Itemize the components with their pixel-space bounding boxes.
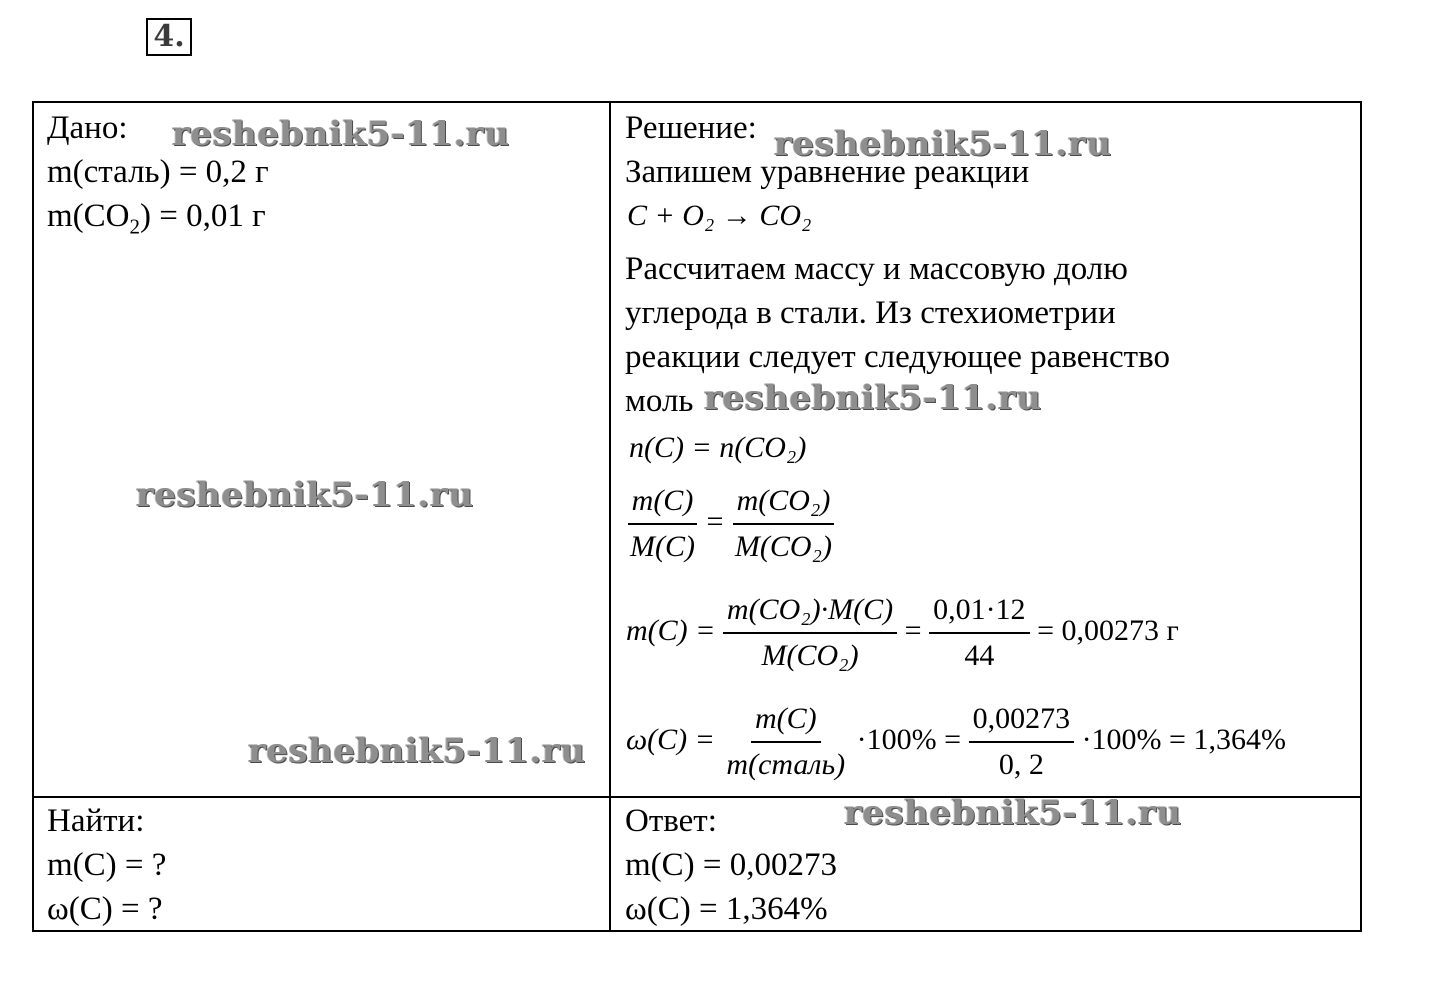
watermark-logo: reshebnik5-11.ru bbox=[704, 378, 1042, 418]
watermark-logo: reshebnik5-11.ru bbox=[248, 731, 586, 771]
find-carbon-fraction: ω(C) = ? bbox=[47, 891, 163, 927]
reaction-equation: C + O₂ → CO₂ bbox=[627, 199, 812, 232]
mass-fraction-equation: ω(C) = $\frac{m(C)}{\text{m(сталь)}}$ ·100% = $\frac{0,00273}{0, 2}$ ·100% = 1,364% bbox=[626, 697, 1286, 787]
solution-title: Решение: bbox=[625, 110, 757, 146]
column-divider bbox=[609, 103, 611, 930]
find-carbon-mass: m(C) = ? bbox=[47, 847, 167, 883]
answer-title: Ответ: bbox=[625, 803, 717, 839]
given-co2-mass: $m(CO_2) = 0,01$ г bbox=[47, 198, 266, 239]
given-steel-mass: m(сталь) = 0,2 г bbox=[47, 154, 269, 190]
solution-text-3: реакции следует следующее равенство bbox=[625, 339, 1170, 375]
watermark-logo: reshebnik5-11.ru bbox=[172, 114, 510, 154]
solution-text-2: углерода в стали. Из стехиометрии bbox=[625, 295, 1116, 331]
solution-text-4: моль bbox=[625, 383, 694, 419]
answer-carbon-mass: m(C) = 0,00273 bbox=[625, 847, 838, 883]
watermark-logo: reshebnik5-11.ru bbox=[774, 124, 1112, 164]
solution-intro: Запишем уравнение реакции bbox=[625, 154, 1030, 190]
mole-equality: n(C) = n(CO₂) bbox=[629, 431, 807, 464]
molar-ratio-equation: $\frac{m(C)}{M(C)}$ = $\frac{\text{m(CO₂)}}{\text{M(CO₂)}}$ bbox=[626, 479, 836, 569]
answer-carbon-fraction: ω(C) = 1,364% bbox=[625, 891, 828, 927]
problem-number: 4. bbox=[146, 18, 192, 56]
carbon-mass-equation: m(C) = $\frac{\text{m(CO₂)·M(C)}}{\text{M(CO₂)}}$ = $\frac{0,01\cdot 12}{44}$ = 0,00273 г bbox=[626, 588, 1179, 678]
given-title: Дано: bbox=[47, 110, 128, 146]
watermark-logo: reshebnik5-11.ru bbox=[844, 793, 1182, 833]
solution-text-1: Рассчитаем массу и массовую долю bbox=[625, 251, 1128, 287]
watermark-logo: reshebnik5-11.ru bbox=[136, 475, 474, 515]
find-title: Найти: bbox=[47, 803, 145, 839]
